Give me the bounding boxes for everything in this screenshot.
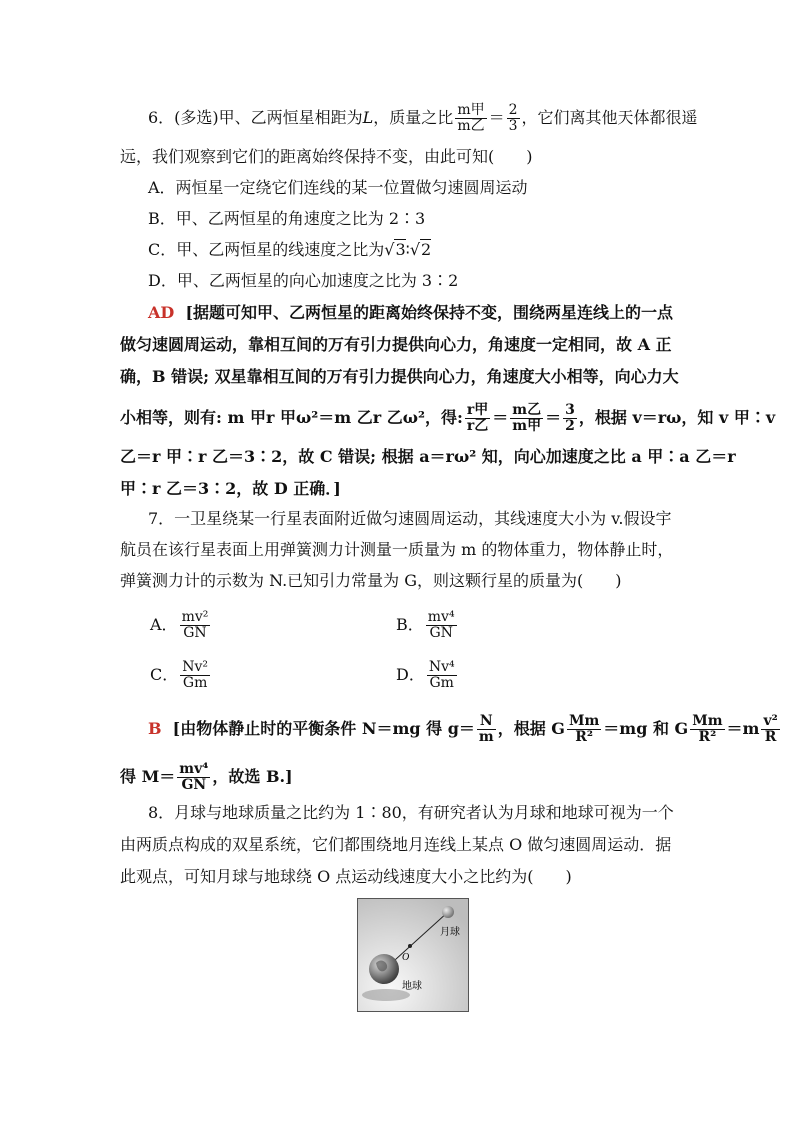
q6-stem-text2: ，质量之比 xyxy=(373,108,454,127)
q7-b-den: GN xyxy=(429,625,453,641)
q6-eq: ＝ xyxy=(488,108,505,127)
q7-mm2-num: Mm xyxy=(692,713,723,729)
q6-option-b: B．甲、乙两恒星的角速度之比为 2∶3 xyxy=(148,209,426,228)
q6-option-d: D．甲、乙两恒星的向心加速度之比为 3∶2 xyxy=(148,271,459,290)
q6-answer: AD xyxy=(148,303,175,322)
q6-stem-text: 6．(多选)甲、乙两恒星相距为 xyxy=(148,108,363,127)
q7-a-den: GN xyxy=(183,625,207,641)
q6-ratio-den: 3 xyxy=(508,118,518,134)
q6-frac-m-den: m甲 xyxy=(512,418,542,434)
q7-frac-m xyxy=(177,762,210,793)
q6-explanation-line3: 确，B 错误; 双星靠相互间的万有引力提供向心力，角速度大小相等，向心力大 xyxy=(120,367,679,386)
q6-option-c: C．甲、乙两恒星的线速度之比为√3∶√2 xyxy=(148,240,432,259)
q7-explanation-line2 xyxy=(120,762,293,793)
q7-answer: B xyxy=(148,719,162,738)
q7-mm2-den: R² xyxy=(698,729,717,745)
q7-stem-line3: 弹簧测力计的示数为 N.已知引力常量为 G，则这颗行星的质量为( ) xyxy=(120,571,622,590)
q8-stem-line3: 此观点，可知月球与地球绕 O 点运动线速度大小之比约为( ) xyxy=(120,867,572,886)
q6-exp4b: ，根据 v＝rω，知 v 甲∶v xyxy=(578,408,776,427)
q7-mm1-num: Mm xyxy=(568,713,600,729)
q7-option-a-frac xyxy=(180,610,211,641)
q6-stem-text3: ，它们离其他天体都很遥 xyxy=(521,108,698,127)
q7-stem-line2: 航员在该行星表面上用弹簧测力计测量一质量为 m 的物体重力，物体静止时， xyxy=(120,540,674,559)
q6-frac-r-num: r甲 xyxy=(466,402,489,418)
q7-vr-den: R xyxy=(764,729,777,745)
q7-exp1d: ＝m xyxy=(726,719,760,738)
q7-option-c xyxy=(150,660,212,691)
q6-ratio-fraction xyxy=(507,103,520,134)
q6-frac-m xyxy=(510,403,543,434)
q7-stem-line1: 7．一卫星绕某一行星表面附近做匀速圆周运动，其线速度大小为 v.假设宇 xyxy=(148,509,672,528)
q7-frac-g xyxy=(477,714,496,745)
q6-sqrt3: 3 xyxy=(395,240,406,259)
q6-explanation-line6: 甲∶r 乙＝3∶2，故 D 正确．] xyxy=(120,479,341,498)
q7-b-num: mv⁴ xyxy=(427,609,455,625)
q7-option-a-label: A． xyxy=(150,615,178,634)
q7-option-d-label: D． xyxy=(396,665,425,684)
q6-option-c-text: C．甲、乙两恒星的线速度之比为 xyxy=(148,240,385,259)
q6-stem-line2: 远，我们观察到它们的距离始终保持不变，由此可知( ) xyxy=(120,147,533,166)
q7-d-den: Gm xyxy=(429,675,454,691)
q7-exp2b: ，故选 B.] xyxy=(212,767,293,786)
q7-exp1c: ＝mg 和 G xyxy=(603,719,689,738)
q6-sqrt2: 2 xyxy=(421,240,432,259)
q7-option-d xyxy=(396,660,459,691)
q7-option-a xyxy=(150,610,212,641)
q6-mass-fraction xyxy=(455,103,486,134)
q7-exp2a: 得 M＝ xyxy=(120,767,176,786)
q7-a-num: mv² xyxy=(181,609,209,625)
q7-option-b xyxy=(396,610,459,641)
q6-frac-r-den: r乙 xyxy=(466,418,489,434)
earth-moon-figure xyxy=(357,898,469,1012)
q7-d-num: Nv⁴ xyxy=(428,659,455,675)
q6-explanation-line5: 乙＝r 甲∶r 乙＝3∶2，故 C 错误; 根据 a＝rω² 知，向心加速度之比 a 甲∶a 乙＝r xyxy=(120,447,736,466)
q7-mm1-den: R² xyxy=(575,729,594,745)
point-o xyxy=(408,944,412,948)
q6-frac-m-num: m乙 xyxy=(512,402,542,418)
q7-m-den: GN xyxy=(181,777,207,793)
q7-g-num: N xyxy=(477,714,496,730)
q6-explanation-line2: 做匀速圆周运动，靠相互间的万有引力提供向心力，角速度一定相同，故 A 正 xyxy=(120,335,672,354)
q7-option-c-label: C． xyxy=(150,665,179,684)
q6-option-a: A．两恒星一定绕它们连线的某一位置做匀速圆周运动 xyxy=(148,178,528,197)
earth-moon-illustration xyxy=(358,899,468,1011)
q6-frac-32-num: 3 xyxy=(565,402,575,418)
q6-frac-32 xyxy=(563,403,577,434)
q7-c-den: Gm xyxy=(182,675,208,691)
q6-frac-32-den: 2 xyxy=(565,418,575,434)
q7-vr-num: v² xyxy=(763,713,778,729)
q6-mass-num: m甲 xyxy=(457,102,485,118)
label-moon: 月球 xyxy=(440,927,460,938)
q7-m-num: mv⁴ xyxy=(179,761,209,777)
q7-option-b-frac xyxy=(426,610,457,641)
q6-stem-line1 xyxy=(148,103,698,134)
q7-exp1b: ，根据 G xyxy=(497,719,565,738)
q6-exp1: [据题可知甲、乙两恒星的距离始终保持不变，围绕两星连线上的一点 xyxy=(185,303,674,322)
q6-colon: ∶ xyxy=(405,240,410,259)
q7-c-num: Nv² xyxy=(182,659,209,675)
q8-stem-line2: 由两质点构成的双星系统，它们都围绕地月连线上某点 O 做匀速圆周运动．据 xyxy=(120,835,672,854)
q7-frac-vr xyxy=(761,714,779,745)
q6-L: L xyxy=(362,108,374,127)
q7-explanation-line1 xyxy=(148,714,782,745)
q7-option-c-frac xyxy=(180,660,210,691)
q7-option-d-frac xyxy=(427,660,457,691)
label-earth: 地球 xyxy=(402,981,422,992)
q7-frac-mm1 xyxy=(567,714,601,745)
label-o: O xyxy=(402,952,410,963)
q6-mass-den: m乙 xyxy=(457,118,485,134)
q6-exp4a: 小相等，则有: m 甲r 甲ω²＝m 乙r 乙ω²，得: xyxy=(120,408,463,427)
q7-option-b-label: B． xyxy=(396,615,424,634)
q6-ratio-num: 2 xyxy=(508,102,518,118)
moon-shape xyxy=(442,906,454,918)
q7-g-den: m xyxy=(478,729,494,745)
q6-frac-r xyxy=(465,403,490,434)
q7-frac-mm2 xyxy=(690,714,724,745)
q7-exp1a: [由物体静止时的平衡条件 N＝mg 得 g＝ xyxy=(172,719,475,738)
q6-explanation-line1 xyxy=(148,302,673,324)
q8-stem-line1: 8．月球与地球质量之比约为 1∶80，有研究者认为月球和地球可视为一个 xyxy=(148,803,674,822)
q6-explanation-line4: 小相等，则有: m 甲r 甲ω²＝m 乙r 乙ω²，得: $\frac{\text{r甲}}{\text{r乙}}$ ＝ $\frac{\text{m乙}}{\text{m甲}}$ ＝ $\frac{3}{2}$ ，根据 v＝rω，知 v 甲∶v xyxy=(120,402,776,434)
